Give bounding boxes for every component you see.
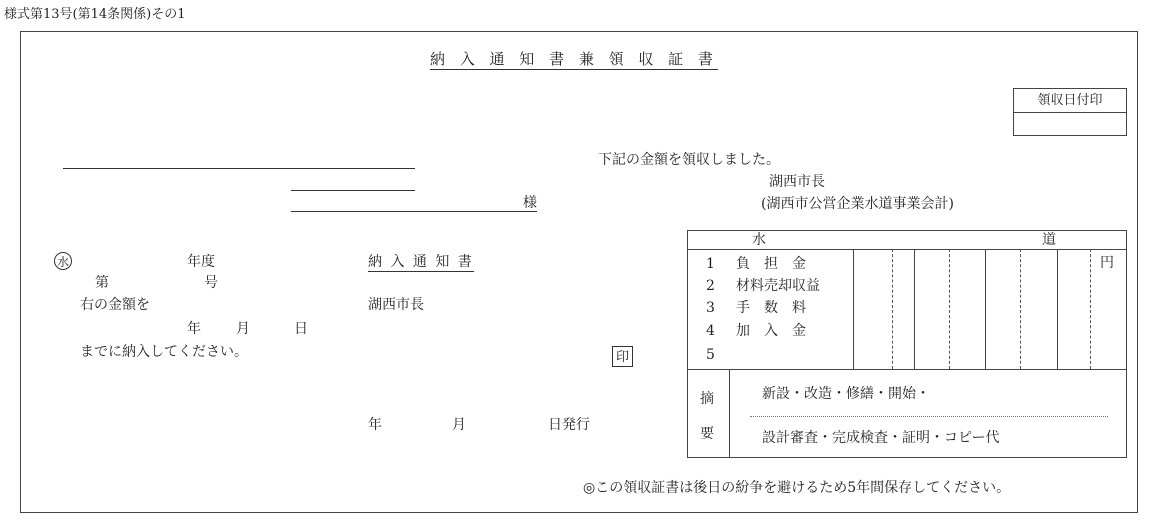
issue-day-label: 日発行 <box>548 417 590 433</box>
item-row-label: 負 担 金 <box>736 256 806 272</box>
receipt-account: (湖西市公営企業水道事業会計) <box>761 196 954 212</box>
amount-table <box>687 230 1127 458</box>
issuer-mayor: 湖西市長 <box>368 297 424 313</box>
due-year-label: 年 <box>187 321 201 337</box>
table-digit-divider <box>949 249 950 369</box>
table-header-mizu: 水 <box>752 232 766 248</box>
table-digit-divider <box>1057 249 1058 369</box>
summary-dotted-divider <box>750 416 1108 417</box>
name-line-upper <box>291 190 415 191</box>
receipt-mayor: 湖西市長 <box>769 174 825 190</box>
item-row-number: 3 <box>706 300 715 316</box>
table-header-divider <box>688 249 1126 250</box>
summary-label-you: 要 <box>700 426 714 442</box>
due-day-label: 日 <box>294 321 308 337</box>
item-row-number: 1 <box>706 256 715 272</box>
issue-year-label: 年 <box>368 417 382 433</box>
dai-label: 第 <box>95 275 109 291</box>
table-summary-divider <box>688 369 1126 370</box>
table-header-dou: 道 <box>1042 232 1056 248</box>
form-title: 納 入 通 知 書 兼 領 収 証 書 <box>430 50 718 68</box>
item-row-number: 5 <box>706 347 715 363</box>
table-digit-divider <box>1090 249 1091 369</box>
receipt-statement: 下記の金額を領収しました。 <box>598 152 780 168</box>
table-digit-divider <box>914 249 915 369</box>
item-row-number: 2 <box>706 278 715 294</box>
nendo-label: 年度 <box>187 254 215 270</box>
gou-label: 号 <box>204 275 218 291</box>
currency-yen: 円 <box>1100 255 1114 271</box>
sama-label: 様 <box>523 195 537 211</box>
table-digit-divider <box>1020 249 1021 369</box>
notice-title: 納 入 通 知 書 <box>368 254 474 270</box>
summary-line-2: 設計審査・完成検査・証明・コピー代 <box>762 430 1000 446</box>
form-number: 様式第13号(第14条関係)その1 <box>4 7 186 22</box>
summary-label-divider <box>729 369 730 457</box>
mizu-circle-mark: 水 <box>54 252 72 270</box>
footer-note: ◎この領収証書は後日の紛争を避けるため5年間保存してください。 <box>583 480 1011 496</box>
table-digit-divider <box>985 249 986 369</box>
item-row-number: 4 <box>706 323 715 339</box>
item-row-label: 手 数 料 <box>736 300 806 316</box>
payment-instruction: までに納入してください。 <box>80 344 248 360</box>
table-digit-divider <box>892 249 893 369</box>
migi-kingaku-label: 右の金額を <box>80 297 150 313</box>
receipt-date-stamp-box <box>1013 88 1127 136</box>
address-line <box>63 168 415 169</box>
table-label-divider <box>853 249 854 369</box>
name-line-lower <box>291 211 537 212</box>
receipt-date-stamp-label: 領収日付印 <box>1014 89 1126 113</box>
official-seal-mark: 印 <box>612 346 633 367</box>
issue-month-label: 月 <box>452 417 466 433</box>
due-month-label: 月 <box>236 321 250 337</box>
summary-line-1: 新設・改造・修繕・開始・ <box>762 386 930 402</box>
item-row-label: 加 入 金 <box>736 323 806 339</box>
item-row-label: 材料売却収益 <box>736 278 820 294</box>
summary-label-teki: 摘 <box>700 391 714 407</box>
